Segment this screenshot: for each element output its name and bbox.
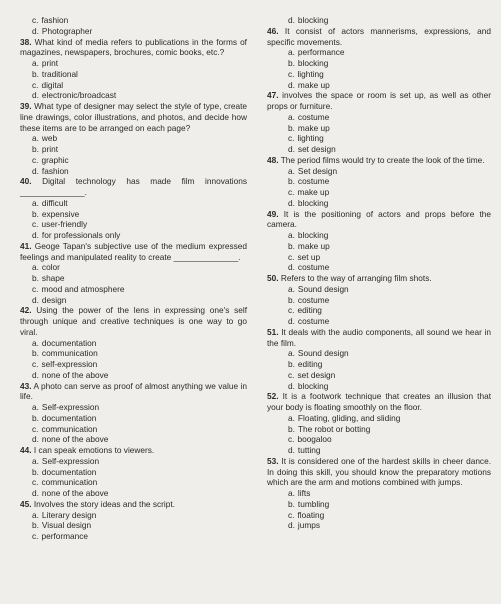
option-letter: d. <box>288 197 295 208</box>
option-letter: c. <box>288 68 295 79</box>
option-letter: b. <box>32 466 39 477</box>
option-text: make up <box>297 240 330 251</box>
option-letter: a. <box>288 230 295 240</box>
answer-option <box>267 80 491 91</box>
option-letter: b. <box>288 498 295 509</box>
option-letter: d. <box>32 294 39 305</box>
answer-option <box>267 15 491 26</box>
answer-option <box>20 144 247 155</box>
option-letter: b. <box>32 520 39 531</box>
option-text: none of the above <box>41 369 109 380</box>
option-text: performance <box>297 47 345 58</box>
option-letter: d. <box>32 25 39 36</box>
option-text: The robot or botting <box>297 423 371 434</box>
question-stem <box>267 391 491 413</box>
option-text: user-friendly <box>41 219 88 230</box>
option-letter: a. <box>288 111 295 122</box>
option-text: Self-expression <box>41 402 100 412</box>
option-text: mood and atmosphere <box>41 283 125 294</box>
question-stem <box>267 209 491 231</box>
option-text: communication <box>41 348 98 359</box>
option-text: web <box>41 133 58 144</box>
question-item <box>267 456 491 531</box>
option-letter: d. <box>288 15 295 25</box>
option-letter: c. <box>288 133 295 144</box>
option-text: Literary design <box>41 509 97 520</box>
option-letter: d. <box>288 144 295 154</box>
question-stem <box>20 381 247 403</box>
option-text: design <box>41 294 67 305</box>
option-text: make up <box>297 187 330 197</box>
question-stem <box>20 176 247 198</box>
option-text: self-expression <box>41 359 98 369</box>
question-stem <box>20 37 247 59</box>
option-text: lighting <box>297 68 324 79</box>
question-text: It is a footwork technique that creates an illusion that your body is floating smoothly on the floor. <box>267 391 491 412</box>
option-text: boogaloo <box>297 434 332 445</box>
option-text: performance <box>41 531 89 541</box>
question-item <box>267 391 491 456</box>
option-letter: c. <box>32 79 39 90</box>
answer-option <box>20 413 247 424</box>
option-letter: d. <box>288 79 295 90</box>
option-letter: b. <box>288 423 295 434</box>
question-stem <box>20 101 247 133</box>
answer-option <box>267 176 491 187</box>
answer-option <box>20 488 247 499</box>
answer-option <box>20 370 247 381</box>
answer-option <box>20 58 247 69</box>
option-letter: d. <box>288 445 295 455</box>
option-letter: c. <box>288 187 295 197</box>
answer-option <box>20 348 247 359</box>
question-stem <box>267 327 491 349</box>
option-letter: c. <box>288 251 295 262</box>
option-text: Set design <box>297 165 338 176</box>
question-text: It is considered one of the hardest skills in cheer dance. In doing this skill, you should know the preparatory motions which are the arm and motions combined with jumps. <box>267 455 491 488</box>
option-text: fashion <box>41 15 69 25</box>
option-letter: a. <box>32 197 39 208</box>
question-item <box>20 101 247 176</box>
option-letter: c. <box>288 369 295 380</box>
option-letter: a. <box>288 283 295 294</box>
answer-option <box>267 284 491 295</box>
question-item <box>20 445 247 499</box>
option-text: Sound design <box>297 348 349 359</box>
option-text: electronic/broadcast <box>41 90 117 101</box>
option-text: traditional <box>41 68 78 79</box>
option-text: communication <box>41 477 98 488</box>
option-text: lifts <box>297 488 311 498</box>
answer-option <box>267 348 491 359</box>
question-text: Refers to the way of arranging film shots. <box>280 273 432 283</box>
answer-option <box>267 230 491 241</box>
question-item <box>20 15 247 37</box>
answer-option <box>20 69 247 80</box>
answer-option <box>20 80 247 91</box>
question-stem <box>20 499 247 510</box>
question-stem <box>267 155 491 166</box>
option-letter: b. <box>288 176 295 187</box>
answer-option <box>267 295 491 306</box>
answer-option <box>20 198 247 209</box>
answer-option <box>20 338 247 349</box>
answer-option <box>20 90 247 101</box>
option-letter: a. <box>32 58 39 68</box>
option-text: blocking <box>297 380 329 391</box>
option-letter: d. <box>32 230 39 240</box>
option-letter: d. <box>288 262 295 273</box>
answer-option <box>20 434 247 445</box>
option-letter: d. <box>288 380 295 391</box>
answer-option <box>267 112 491 123</box>
option-text: Sound design <box>297 283 349 294</box>
option-letter: b. <box>32 348 39 359</box>
question-text: I can speak emotions to viewers. <box>33 445 155 455</box>
answer-option <box>20 219 247 230</box>
option-text: fashion <box>41 165 69 176</box>
answer-option <box>20 155 247 166</box>
answer-option <box>20 520 247 531</box>
answer-option <box>267 488 491 499</box>
option-text: tutting <box>297 445 321 455</box>
question-text: Geoge Tapan's subjective use of the medium expressed feelings and manipulated reality to create ______________. <box>20 240 247 262</box>
answer-option <box>20 15 247 26</box>
question-item <box>267 90 491 155</box>
answer-option <box>20 284 247 295</box>
option-letter: a. <box>288 412 295 423</box>
option-text: for professionals only <box>41 230 121 240</box>
question-number: 48. <box>267 154 279 165</box>
question-item <box>267 155 491 209</box>
option-letter: b. <box>288 122 295 133</box>
option-letter: a. <box>32 337 39 348</box>
option-text: costume <box>297 111 330 122</box>
option-text: digital <box>41 79 64 90</box>
question-stem <box>267 456 491 488</box>
option-letter: c. <box>32 154 39 165</box>
option-letter: a. <box>288 165 295 176</box>
answer-option <box>20 402 247 413</box>
option-text: editing <box>297 305 322 316</box>
question-number: 42. <box>20 305 32 316</box>
option-text: blocking <box>297 230 329 240</box>
question-number: 45. <box>20 498 32 509</box>
option-text: documentation <box>41 466 97 477</box>
question-item <box>20 37 247 102</box>
option-letter: c. <box>32 477 39 488</box>
answer-option <box>20 262 247 273</box>
option-letter: c. <box>32 15 39 25</box>
option-letter: a. <box>32 455 39 466</box>
question-number: 38. <box>20 36 32 47</box>
option-text: make up <box>297 79 330 90</box>
option-letter: c. <box>32 283 39 294</box>
option-text: shape <box>41 273 65 283</box>
question-text: What type of designer may select the style of type, create line drawings, color illustrations, and photos, and decide how these items are to be arranged on each page? <box>20 101 247 133</box>
answer-option <box>267 241 491 252</box>
question-stem <box>20 305 247 337</box>
option-text: jumps <box>297 520 321 531</box>
question-item <box>267 327 491 392</box>
answer-option <box>20 133 247 144</box>
question-number: 52. <box>267 391 279 402</box>
right-column <box>267 15 491 604</box>
option-text: costume <box>297 176 330 187</box>
option-letter: b. <box>32 144 39 154</box>
question-stem <box>267 90 491 112</box>
answer-option <box>20 359 247 370</box>
option-text: set up <box>297 251 321 262</box>
answer-option <box>20 424 247 435</box>
question-number: 49. <box>267 208 279 219</box>
answer-option <box>267 166 491 177</box>
option-text: blocking <box>297 58 329 68</box>
question-item <box>20 241 247 306</box>
option-text: set design <box>297 144 336 154</box>
question-text: What kind of media refers to publications in the forms of magazines, newspapers, brochures, comic books, etc.? <box>20 36 247 58</box>
option-letter: b. <box>32 208 39 219</box>
answer-option <box>20 26 247 37</box>
answer-option <box>267 252 491 263</box>
option-text: print <box>41 144 59 154</box>
question-number: 40. <box>20 176 32 187</box>
answer-option <box>267 47 491 58</box>
question-text: It is the positioning of actors and props before the camera. <box>267 208 491 230</box>
answer-option <box>20 209 247 220</box>
answer-option <box>267 520 491 531</box>
option-text: lighting <box>297 133 324 144</box>
option-letter: c. <box>32 359 39 369</box>
option-text: documentation <box>41 412 97 423</box>
option-letter: c. <box>288 434 295 445</box>
option-letter: d. <box>32 90 39 101</box>
option-text: difficult <box>41 197 68 208</box>
question-text: It deals with the audio components, all sound we hear in the film. <box>267 326 491 348</box>
answer-option <box>267 123 491 134</box>
option-text: documentation <box>41 337 97 348</box>
option-letter: d. <box>288 316 295 326</box>
option-letter: a. <box>32 133 39 144</box>
option-text: blocking <box>297 197 329 208</box>
question-stem <box>20 445 247 456</box>
question-stem <box>267 26 491 48</box>
option-letter: b. <box>32 68 39 79</box>
answer-option <box>267 434 491 445</box>
option-letter: a. <box>288 488 295 498</box>
option-text: none of the above <box>41 434 109 445</box>
question-text: Digital technology has made film innovations ______________. <box>20 176 247 197</box>
option-letter: d. <box>32 488 39 498</box>
question-text: It consist of actors mannerisms, expressions, and specific movements. <box>267 25 491 47</box>
answer-option <box>267 144 491 155</box>
answer-option <box>267 58 491 69</box>
option-text: costume <box>297 316 330 326</box>
answer-option <box>20 456 247 467</box>
answer-option <box>20 295 247 306</box>
answer-option <box>267 381 491 392</box>
option-letter: a. <box>32 509 39 520</box>
option-letter: b. <box>32 412 39 423</box>
question-number: 46. <box>267 25 279 36</box>
option-letter: d. <box>288 520 295 531</box>
answer-option <box>267 370 491 381</box>
option-text: communication <box>41 423 98 434</box>
answer-option <box>267 198 491 209</box>
option-text: Visual design <box>41 520 92 531</box>
question-item <box>20 499 247 542</box>
option-letter: b. <box>288 294 295 305</box>
answer-option <box>20 477 247 488</box>
question-stem <box>267 273 491 284</box>
question-text: A photo can serve as proof of almost anything we value in life. <box>20 380 247 402</box>
question-number: 39. <box>20 101 32 111</box>
question-number: 44. <box>20 445 32 455</box>
option-text: set design <box>297 369 336 380</box>
question-item <box>267 26 491 91</box>
option-text: graphic <box>41 154 69 165</box>
answer-option <box>267 187 491 198</box>
answer-option <box>20 467 247 478</box>
question-text: Using the power of the lens in expressing one's self through unique and creative techniques is one way to go viral. <box>20 305 247 337</box>
answer-option <box>20 230 247 241</box>
option-letter: c. <box>32 219 39 230</box>
answer-option <box>267 262 491 273</box>
option-letter: b. <box>288 359 295 369</box>
option-text: editing <box>297 359 323 369</box>
option-text: costume <box>297 262 330 273</box>
question-number: 50. <box>267 273 279 283</box>
question-item <box>267 209 491 274</box>
answer-option <box>267 305 491 316</box>
option-text: Self-expression <box>41 455 100 466</box>
option-letter: a. <box>288 47 295 58</box>
question-item <box>267 15 491 26</box>
option-letter: b. <box>32 273 39 283</box>
question-number: 41. <box>20 240 32 251</box>
answer-option <box>267 413 491 424</box>
answer-option <box>267 69 491 80</box>
answer-option <box>20 510 247 521</box>
answer-option <box>20 166 247 177</box>
question-text: involves the space or room is set up, as well as other props or furniture. <box>267 90 492 111</box>
option-text: Photographer <box>41 25 93 36</box>
option-letter: a. <box>288 348 295 359</box>
option-text: expensive <box>41 208 80 219</box>
question-number: 47. <box>267 90 279 101</box>
question-text: Involves the story ideas and the script. <box>33 498 175 509</box>
question-item <box>20 381 247 446</box>
option-text: costume <box>297 294 330 305</box>
option-letter: d. <box>32 434 39 445</box>
question-number: 43. <box>20 380 32 391</box>
option-letter: d. <box>32 165 39 176</box>
option-letter: d. <box>32 369 39 380</box>
option-text: Floating, gliding, and sliding <box>297 412 401 423</box>
option-letter: a. <box>32 402 39 412</box>
left-column <box>20 15 247 604</box>
question-text: The period films would try to create the look of the time. <box>280 154 485 165</box>
option-text: make up <box>297 122 330 133</box>
option-letter: c. <box>288 509 295 520</box>
answer-option <box>267 445 491 456</box>
answer-option <box>267 499 491 510</box>
question-number: 53. <box>267 455 279 466</box>
question-item <box>267 273 491 327</box>
answer-option <box>267 424 491 435</box>
answer-option <box>267 510 491 521</box>
answer-option <box>20 531 247 542</box>
option-text: floating <box>297 509 325 520</box>
option-letter: c. <box>32 423 39 434</box>
option-letter: c. <box>288 305 295 316</box>
option-letter: c. <box>32 531 39 541</box>
option-letter: b. <box>288 58 295 68</box>
option-text: blocking <box>297 15 329 25</box>
question-stem <box>20 241 247 263</box>
option-text: print <box>41 58 59 68</box>
answer-option <box>267 133 491 144</box>
option-letter: a. <box>32 262 39 273</box>
option-text: tumbling <box>297 498 330 509</box>
answer-option <box>20 273 247 284</box>
question-item <box>20 305 247 380</box>
question-number: 51. <box>267 326 279 337</box>
option-text: none of the above <box>41 488 109 498</box>
option-text: color <box>41 262 60 273</box>
option-letter: b. <box>288 240 295 251</box>
answer-option <box>267 316 491 327</box>
answer-option <box>267 359 491 370</box>
question-item <box>20 176 247 241</box>
